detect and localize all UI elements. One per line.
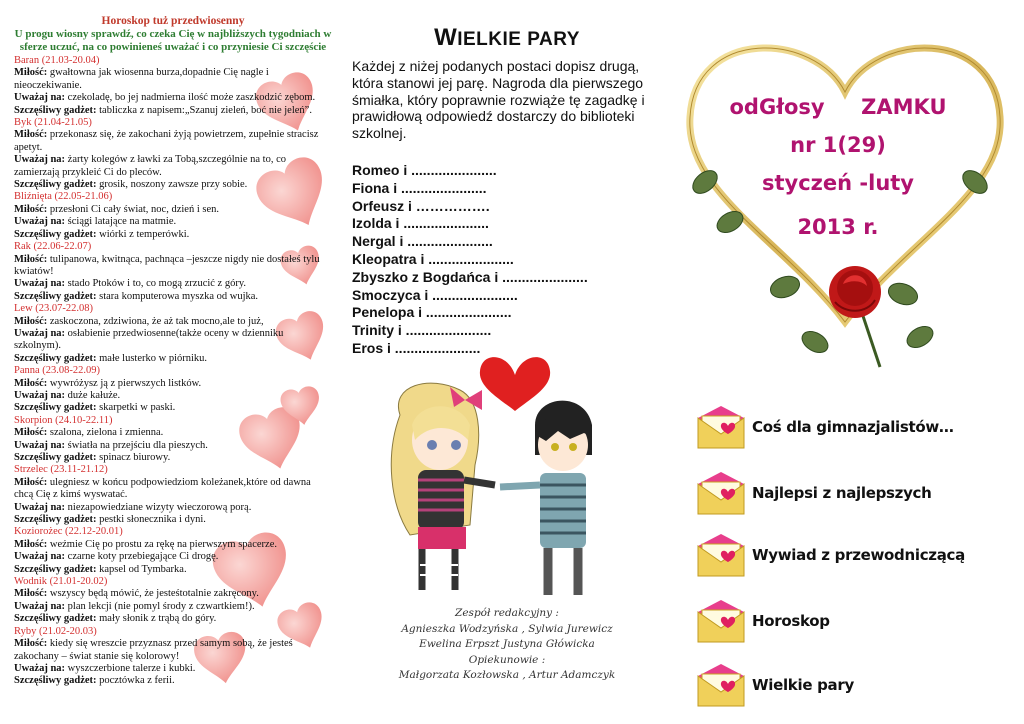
sign-gadget-label: Szczęśliwy gadżet: <box>14 179 97 191</box>
masthead-title: odGłosy ZAMKU <box>729 95 947 119</box>
pair-item: Izolda i ...................... <box>352 215 489 232</box>
editorial-label: Zespół redakcyjny : <box>455 607 559 619</box>
sign-name: Lew (23.07-22.08) <box>14 303 94 315</box>
horoscope-sign <box>14 464 332 526</box>
sign-gadget <box>14 179 332 191</box>
sign-love-label: Miłość: <box>14 315 48 327</box>
sign-careful-label: Uważaj na: <box>14 600 66 612</box>
mentors-line: Małgorzata Kozłowska , Artur Adamczyk <box>398 669 616 681</box>
sign-careful-label: Uważaj na: <box>14 501 66 513</box>
sign-careful-label: Uważaj na: <box>14 551 66 563</box>
sign-love-label: Miłość: <box>14 67 48 79</box>
sign-love-label: Miłość: <box>14 427 48 439</box>
sign-love-label: Miłość: <box>14 377 48 389</box>
pair-item: Romeo i ...................... <box>352 161 497 178</box>
sign-love-text: wszyscy będą mówić, że jesteśtotalnie zakręcony. <box>49 588 259 600</box>
sign-careful-text: stado Ptoków i to, co mogą zrzucić z góry. <box>67 278 247 290</box>
sign-careful-text: światła na przejściu dla pieszych. <box>67 439 208 451</box>
sign-love-label: Miłość: <box>14 253 48 265</box>
horoscope-sign <box>14 303 332 365</box>
sign-name: Ryby (21.02-20.03) <box>14 625 97 637</box>
sign-love-label: Miłość: <box>14 588 48 600</box>
sign-name: Baran (21.03-20.04) <box>14 55 100 66</box>
envelope-icon <box>694 598 748 644</box>
toc-label: Wielkie pary <box>752 676 854 694</box>
rose-icon <box>829 266 881 318</box>
horoscope-intro: U progu wiosny sprawdź, co czeka Cię w najbliższych tygodniach w sferze uczuć, na co powinieneś uważać i co przyniesie Ci szczęście <box>14 28 332 53</box>
sign-love-text: tulipanowa, kwitnąca, pachnąca –jeszcze nigdy nie dostałeś tylu kwiatów! <box>14 253 320 277</box>
sign-gadget-text: pestki słonecznika i dyni. <box>99 514 206 526</box>
toc-item[interactable] <box>694 598 1014 648</box>
sign-careful <box>14 551 332 563</box>
sign-love <box>14 427 332 439</box>
sign-love-text: kiedy się wreszcie przyznasz przed samym sobą, że jesteś zakochany – świat stanie się kolorowy! <box>14 638 293 662</box>
mentors-label: Opiekunowie : <box>468 653 546 666</box>
sign-love-text: przekonasz się, że zakochani żyją powietrzem, zupełnie stracisz apetyt. <box>14 129 319 153</box>
envelope-icon <box>694 470 748 516</box>
sign-name: Bliźnięta (22.05-21.06) <box>14 191 113 203</box>
toc-label: Coś dla gimnazjalistów… <box>752 418 954 436</box>
sign-careful-text: czekoladę, bo jej nadmierna ilość może zaszkodzić zębom. <box>67 92 316 104</box>
title-rest: IELKIE PARY <box>457 29 580 50</box>
sign-gadget <box>14 452 332 464</box>
couple-illustration <box>370 345 640 625</box>
pair-item: Smoczyca i ...................... <box>352 286 518 303</box>
sign-gadget-text: małe lusterko w piórniku. <box>99 352 208 364</box>
sign-love-text: szalona, zielona i zmienna. <box>49 427 164 439</box>
envelope-icon <box>694 532 748 578</box>
sign-careful <box>14 278 332 290</box>
sign-careful <box>14 328 332 353</box>
sign-careful-text: niezapowiedziane wizyty wieczorową porą. <box>67 501 252 513</box>
sign-name: Strzelec (23.11-21.12) <box>14 464 108 476</box>
sign-gadget-label: Szczęśliwy gadżet: <box>14 352 97 364</box>
envelope-icon <box>694 662 748 708</box>
sign-gadget-label: Szczęśliwy gadżet: <box>14 514 97 526</box>
sign-careful <box>14 154 332 179</box>
sign-love <box>14 638 332 663</box>
sign-careful-label: Uważaj na: <box>14 662 66 674</box>
pair-item: Orfeusz i ……………. <box>352 197 490 214</box>
pair-item: Penelopa i ...................... <box>352 304 512 321</box>
sign-love-text: gwałtowna jak wiosenna burza,dopadnie Cię nagle i nieoczekiwanie. <box>14 67 269 91</box>
sign-love-text: wywróżysz ją z pierwszych listków. <box>49 377 202 389</box>
horoscope-sign <box>14 365 332 415</box>
sign-careful-text: plan lekcji (nie pomyl środy z czwartkiem!). <box>67 600 255 612</box>
sign-careful <box>14 663 332 675</box>
sign-gadget <box>14 291 332 303</box>
sign-gadget-label: Szczęśliwy gadżet: <box>14 290 97 302</box>
sign-gadget <box>14 353 332 365</box>
horoscope-sign <box>14 117 332 191</box>
horoscope-sign <box>14 526 332 576</box>
sign-careful-text: czarne koty przebiegające Ci drogę. <box>67 551 219 563</box>
sign-careful <box>14 502 332 514</box>
envelope-icon <box>694 404 748 450</box>
sign-careful-text: duże kałuże. <box>67 389 121 401</box>
sign-careful-label: Uważaj na: <box>14 216 66 228</box>
girl-figure <box>391 383 495 590</box>
masthead-months: styczeń -luty <box>762 171 914 195</box>
sign-gadget-text: spinacz biurowy. <box>99 452 171 463</box>
horoscope-sign <box>14 55 332 117</box>
sign-gadget-text: kapsel od Tymbarka. <box>99 563 187 575</box>
sign-love-text: weźmie Cię po prostu za rękę na pierwszym spacerze. <box>49 538 277 550</box>
sign-name: Byk (21.04-21.05) <box>14 117 92 129</box>
editors-line-2: Ewelina Erpszt Justyna Główicka <box>419 638 595 650</box>
sign-love-label: Miłość: <box>14 476 48 488</box>
sign-careful-text: osłabienie przedwiosenne(także oceny w dzienniku szkolnym). <box>14 327 284 352</box>
wielkie-pary-description: Każdej z niżej podanych postaci dopisz drugą, która stanowi jej parę. Nagroda dla pierwszego śmiałka, który poprawnie rozwiąże tę zagadkę i prawidłową odpowiedź dostarczy do biblioteki szkolnej. <box>352 58 645 142</box>
pair-item: Nergal i ...................... <box>352 233 493 250</box>
sign-careful <box>14 440 332 452</box>
sign-careful-text: wyszczerbione talerze i kubki. <box>67 662 196 674</box>
sign-love <box>14 316 332 328</box>
sign-gadget <box>14 675 332 687</box>
horoscope-sign <box>14 241 332 303</box>
sign-love-text: zaskoczona, zdziwiona, że aż tak mocno,ale to już, <box>49 315 264 327</box>
toc-label: Najlepsi z najlepszych <box>752 484 932 502</box>
sign-love-label: Miłość: <box>14 538 48 550</box>
sign-name: Rak (22.06-22.07) <box>14 241 92 253</box>
sign-careful <box>14 92 332 104</box>
pair-item: Zbyszko z Bogdańca i ...................... <box>352 268 588 285</box>
sign-gadget-label: Szczęśliwy gadżet: <box>14 104 97 116</box>
sign-careful-label: Uważaj na: <box>14 327 66 339</box>
sign-love-label: Miłość: <box>14 638 48 650</box>
sign-gadget-text: mały słonik z trąbą do góry. <box>99 613 217 625</box>
sign-gadget-label: Szczęśliwy gadżet: <box>14 452 97 463</box>
sign-gadget-text: pocztówka z ferii. <box>99 675 175 687</box>
sign-gadget <box>14 402 332 414</box>
masthead <box>688 88 988 246</box>
sign-gadget <box>14 613 332 625</box>
sign-careful <box>14 390 332 402</box>
pairs-list <box>352 162 662 358</box>
wielkie-pary-title <box>352 24 662 52</box>
sign-gadget-text: tabliczka z napisem:„Szanuj zieleń, boć nie jeleń”. <box>99 104 312 116</box>
title-initial: W <box>434 24 458 51</box>
sign-gadget-label: Szczęśliwy gadżet: <box>14 675 97 687</box>
pair-item: Trinity i ...................... <box>352 322 492 339</box>
sign-love <box>14 254 332 279</box>
sign-careful-text: żarty kolegów z ławki za Tobą,szczególnie na to, co zamierzają przykleić Ci do pleców. <box>14 154 286 178</box>
horoscope-signs <box>14 55 332 688</box>
sign-gadget-label: Szczęśliwy gadżet: <box>14 613 97 625</box>
sign-careful-label: Uważaj na: <box>14 278 66 290</box>
sign-careful-label: Uważaj na: <box>14 154 66 166</box>
sign-gadget <box>14 514 332 526</box>
sign-careful-label: Uważaj na: <box>14 389 66 401</box>
horoscope-sign <box>14 626 332 688</box>
sign-name: Panna (23.08-22.09) <box>14 365 101 377</box>
wielkie-pary-section <box>352 24 662 358</box>
sign-love <box>14 204 332 216</box>
horoscope-column <box>14 14 332 714</box>
editorial-credits <box>392 606 622 684</box>
sign-love <box>14 539 332 551</box>
sign-love <box>14 477 332 502</box>
sign-gadget-label: Szczęśliwy gadżet: <box>14 563 97 575</box>
sign-name: Wodnik (21.01-20.02) <box>14 576 108 588</box>
toc-item[interactable] <box>694 662 1014 712</box>
sign-careful <box>14 216 332 228</box>
sign-love-label: Miłość: <box>14 129 48 141</box>
toc-label: Horoskop <box>752 612 830 630</box>
sign-love-label: Miłość: <box>14 203 48 215</box>
sign-gadget <box>14 564 332 576</box>
sign-careful-text: ściągi latające na matmie. <box>67 216 177 228</box>
horoscope-sign <box>14 576 332 626</box>
sign-love-text: ulegniesz w końcu podpowiedziom koleżanek,które od dawna chcą Cię z kimś wyswatać. <box>14 476 311 501</box>
horoscope-sign <box>14 415 332 465</box>
toc-item[interactable] <box>694 470 1014 520</box>
toc-label: Wywiad z przewodniczącą <box>752 546 965 564</box>
horoscope-title: Horoskop tuż przedwiosenny <box>101 15 245 27</box>
sign-name: Koziorożec (22.12-20.01) <box>14 526 123 538</box>
boy-figure <box>500 401 592 595</box>
editors-line-1: Agnieszka Wodzyńska , Sylwia Jurewicz <box>401 622 613 635</box>
toc-item[interactable] <box>694 532 1014 582</box>
sign-careful <box>14 601 332 613</box>
sign-gadget-label: Szczęśliwy gadżet: <box>14 228 97 240</box>
sign-love <box>14 67 332 92</box>
sign-gadget <box>14 105 332 117</box>
sign-gadget <box>14 229 332 241</box>
sign-careful-label: Uważaj na: <box>14 92 66 104</box>
masthead-year: 2013 r. <box>797 215 879 239</box>
sign-gadget-text: wiórki z temperówki. <box>99 228 190 240</box>
sign-love <box>14 378 332 390</box>
sign-love <box>14 588 332 600</box>
red-heart-icon <box>480 357 550 411</box>
horoscope-sign <box>14 191 332 241</box>
sign-name: Skorpion (24.10-22.11) <box>14 414 113 426</box>
sign-gadget-label: Szczęśliwy gadżet: <box>14 402 97 414</box>
sign-careful-label: Uważaj na: <box>14 439 66 451</box>
toc-item[interactable] <box>694 404 1014 454</box>
sign-gadget-text: stara komputerowa myszka od wujka. <box>99 290 259 302</box>
sign-love <box>14 129 332 154</box>
sign-gadget-text: grosik, noszony zawsze przy sobie. <box>99 179 248 191</box>
sign-love-text: przesłoni Ci cały świat, noc, dzień i sen. <box>49 203 219 215</box>
masthead-issue: nr 1(29) <box>790 133 886 157</box>
pair-item: Eros i ...................... <box>352 339 481 356</box>
pair-item: Kleopatra i ...................... <box>352 250 514 267</box>
sign-gadget-text: skarpetki w paski. <box>99 402 176 414</box>
pair-item: Fiona i ...................... <box>352 179 487 196</box>
